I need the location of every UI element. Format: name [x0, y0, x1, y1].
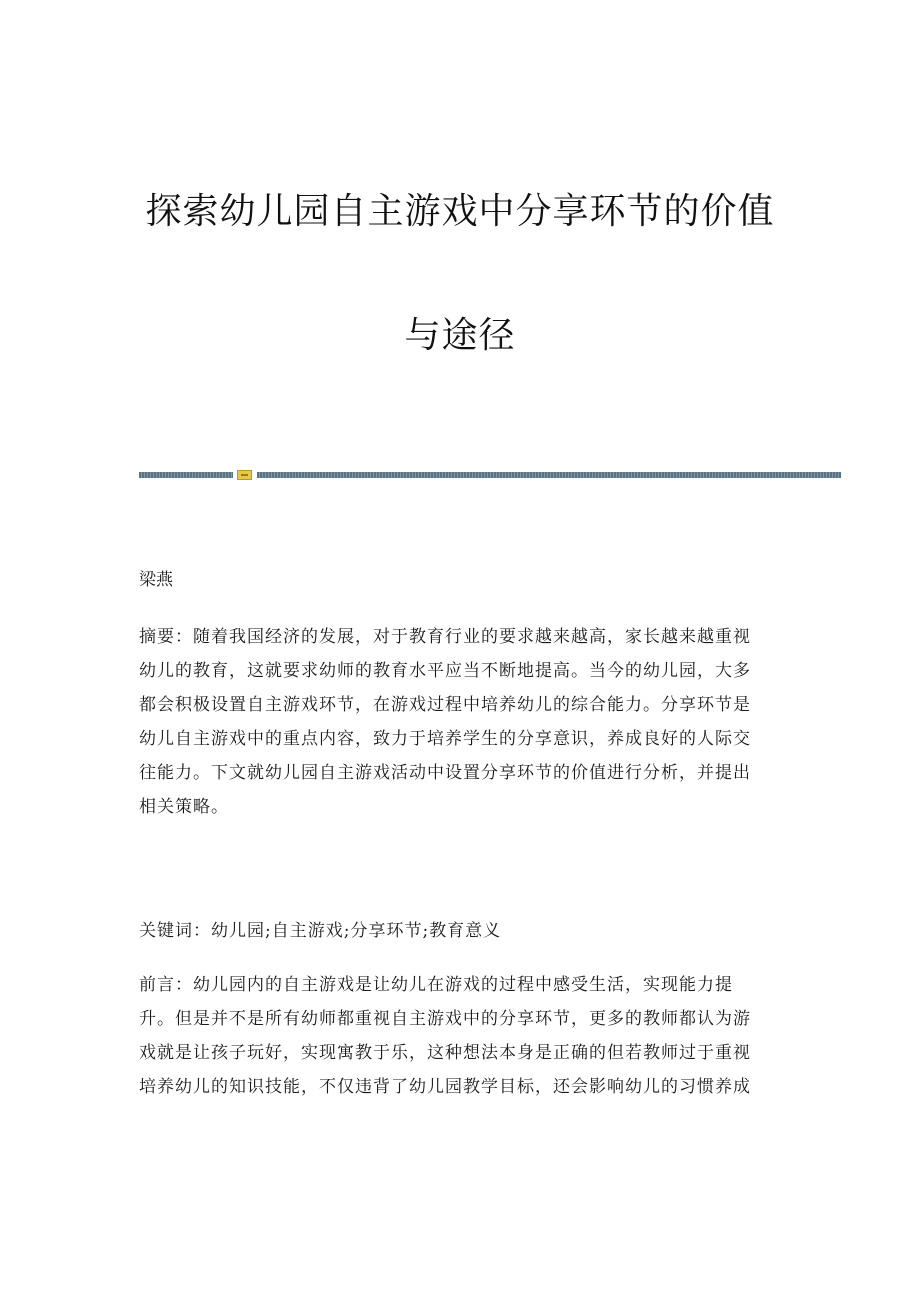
preface-line: 戏就是让孩子玩好，实现寓教于乐，这种想法本身是正确的但若教师过于重视: [139, 1043, 751, 1063]
abstract-line: 幼儿自主游戏中的重点内容，致力于培养学生的分享意识，养成良好的人际交: [139, 729, 751, 749]
title-divider: [139, 470, 841, 480]
divider-ornament-icon: [237, 470, 252, 480]
abstract-line: 幼儿的教育，这就要求幼师的教育水平应当不断地提高。当今的幼儿园，大多: [139, 661, 751, 681]
abstract-line: 往能力。下文就幼儿园自主游戏活动中设置分享环节的价值进行分析，并提出: [139, 763, 751, 783]
preface-paragraph: [139, 968, 779, 1104]
author-name: 梁燕: [139, 570, 173, 590]
abstract-line: 都会积极设置自主游戏环节，在游戏过程中培养幼儿的综合能力。分享环节是: [139, 695, 751, 715]
preface-line: 前言：幼儿园内的自主游戏是让幼儿在游戏的过程中感受生活，实现能力提: [139, 975, 733, 995]
preface-line: 升。但是并不是所有幼师都重视自主游戏中的分享环节，更多的教师都认为游: [139, 1009, 751, 1029]
divider-bar-right: [257, 472, 841, 478]
keywords-line: [139, 914, 779, 948]
abstract-line: 摘要：随着我国经济的发展，对于教育行业的要求越来越高，家长越来越重视: [139, 627, 751, 647]
divider-bar-left: [139, 472, 233, 478]
preface-line: 培养幼儿的知识技能，不仅违背了幼儿园教学目标，还会影响幼儿的习惯养成: [139, 1077, 751, 1097]
abstract-line: 相关策略。: [139, 797, 229, 817]
title-line-2: 与途径: [404, 315, 516, 356]
keywords-text: 关键词：幼儿园;自主游戏;分享环节;教育意义: [139, 921, 502, 941]
title-line-1: 探索幼儿园自主游戏中分享环节的价值: [145, 191, 775, 232]
abstract-paragraph: [139, 620, 779, 824]
